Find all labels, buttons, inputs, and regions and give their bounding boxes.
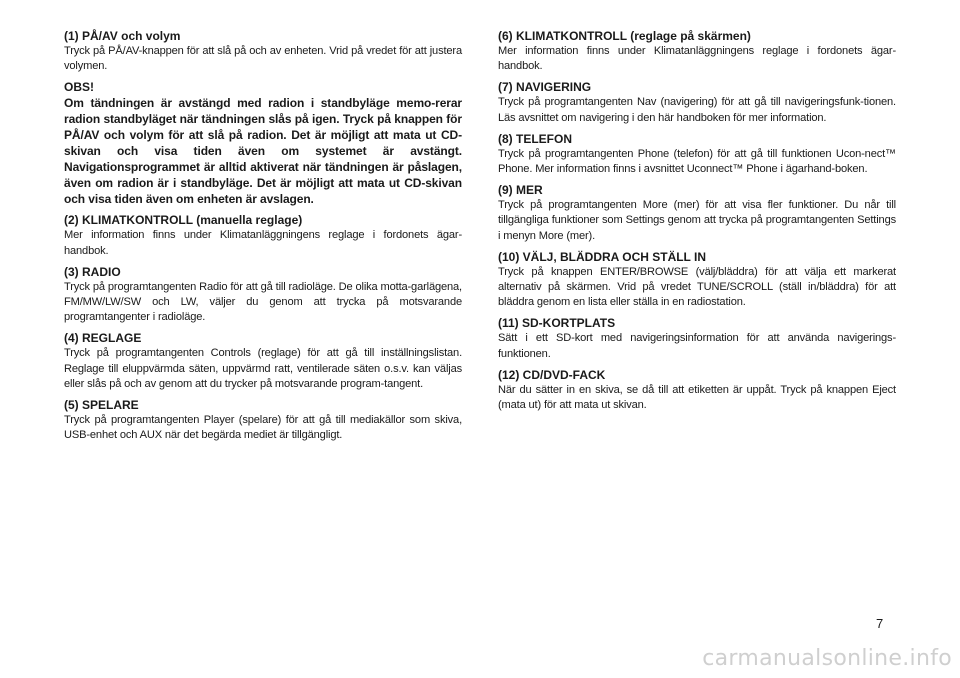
section-heading: (10) VÄLJ, BLÄDDRA OCH STÄLL IN bbox=[498, 249, 707, 264]
section-navigation bbox=[498, 79, 896, 125]
section-heading: (6) KLIMATKONTROLL (reglage på skärmen) bbox=[498, 29, 751, 43]
section-text: Tryck på programtangenten Controls (reglage) för att gå till inställningslistan. Reglage till eluppvärmda säten, uppvärmd ratt, ventilerade säten o.s.v. kan väljas eller slås på och av genom att du trycker på motsvarande program-tangent. bbox=[64, 347, 462, 390]
section-select-browse bbox=[498, 249, 896, 311]
section-sd-slot bbox=[498, 315, 896, 361]
section-heading: (12) CD/DVD-FACK bbox=[498, 367, 606, 382]
section-text: Tryck på programtangenten Phone (telefon) för att gå till funktionen Ucon-nect™ Phone. Mer information finns i avsnittet Uconnect™ Phone i ägarhand-boken. bbox=[498, 147, 896, 176]
page-number: 7 bbox=[876, 616, 884, 631]
section-heading: (1) PÅ/AV och volym bbox=[64, 29, 181, 43]
section-heading: (11) SD-KORTPLATS bbox=[498, 316, 616, 331]
section-climate-screen bbox=[498, 28, 896, 74]
section-text: Tryck på programtangenten More (mer) för att visa fler funktioner. Du når till tillgängliga funktioner som Settings genom att trycka på programtangenten Settings i menyn More (mer). bbox=[498, 199, 896, 242]
section-text: Mer information finns under Klimatanläggningens reglage i fordonets ägar-handbok. bbox=[64, 229, 462, 257]
section-more bbox=[498, 182, 896, 244]
section-text: Mer information finns under Klimatanläggningens reglage i fordonets ägar-handbok. bbox=[498, 45, 896, 73]
notice-text: Om tändningen är avstängd med radion i standbyläge memo-rerar radion standbyläget när tändningen slås på igen. Tryck på knappen för PÅ/AV och volym för att slå på radion. Det är möjligt att mata ut CD-skivan och visa tiden även om systemet är avstängt. Navigationsprogrammet är alltid aktiverat när tändningen är påslagen, även om radion är i standbyläge. Det är möjligt att mata ut CD-skivan och visa tiden även om enheten är avslagen. bbox=[64, 96, 462, 207]
section-radio bbox=[64, 264, 462, 326]
section-text: Tryck på programtangenten Radio för att gå till radioläge. De olika motta-garlägena, FM/MW/LW/SW och LW, väljer du genom att trycka på motsvarande programtangenter i radioläge. bbox=[64, 280, 462, 324]
section-heading: (3) RADIO bbox=[64, 264, 121, 279]
section-heading: (4) REGLAGE bbox=[64, 331, 142, 346]
right-column bbox=[498, 28, 896, 418]
section-text: När du sätter in en skiva, se då till att etiketten är uppåt. Tryck på knappen Eject (mata ut) för att mata ut skivan. bbox=[498, 383, 896, 412]
section-text: Tryck på programtangenten Player (spelare) för att gå till mediakällor som skiva, USB-enhet och AUX när det begärda mediet är tillgängligt. bbox=[64, 414, 462, 442]
section-heading: (8) TELEFON bbox=[498, 131, 572, 146]
section-heading: (7) NAVIGERING bbox=[498, 80, 592, 95]
section-text: Tryck på programtangenten Nav (navigering) för att gå till navigeringsfunk-tionen. Läs avsnittet om navigering i den här handboken för mer information. bbox=[498, 96, 896, 124]
section-heading: (9) MER bbox=[498, 183, 543, 198]
section-text: Sätt i ett SD-kort med navigeringsinformation för att använda navigerings-funktionen. bbox=[498, 332, 896, 360]
watermark: carmanualsonline.info bbox=[702, 646, 952, 671]
notice-heading: OBS! bbox=[64, 80, 94, 95]
section-heading: (5) SPELARE bbox=[64, 398, 139, 413]
section-player bbox=[64, 397, 462, 443]
section-climate-manual bbox=[64, 212, 462, 258]
section-controls bbox=[64, 330, 462, 392]
section-phone bbox=[498, 131, 896, 177]
section-text: Tryck på PÅ/AV-knappen för att slå på och av enheten. Vrid på vredet för att justera volymen. bbox=[64, 45, 462, 73]
section-cd-dvd bbox=[498, 367, 896, 413]
left-column bbox=[64, 28, 462, 448]
notice-block bbox=[64, 79, 462, 207]
section-text: Tryck på knappen ENTER/BROWSE (välj/bläddra) för att välja ett markerat alternativ på skärmen. Vrid på vredet TUNE/SCROLL (ställ in/bläddra) för att bläddra genom en lista eller ställa in en radiostation. bbox=[498, 265, 896, 309]
section-heading: (2) KLIMATKONTROLL (manuella reglage) bbox=[64, 213, 303, 228]
section-power-volume bbox=[64, 28, 462, 74]
